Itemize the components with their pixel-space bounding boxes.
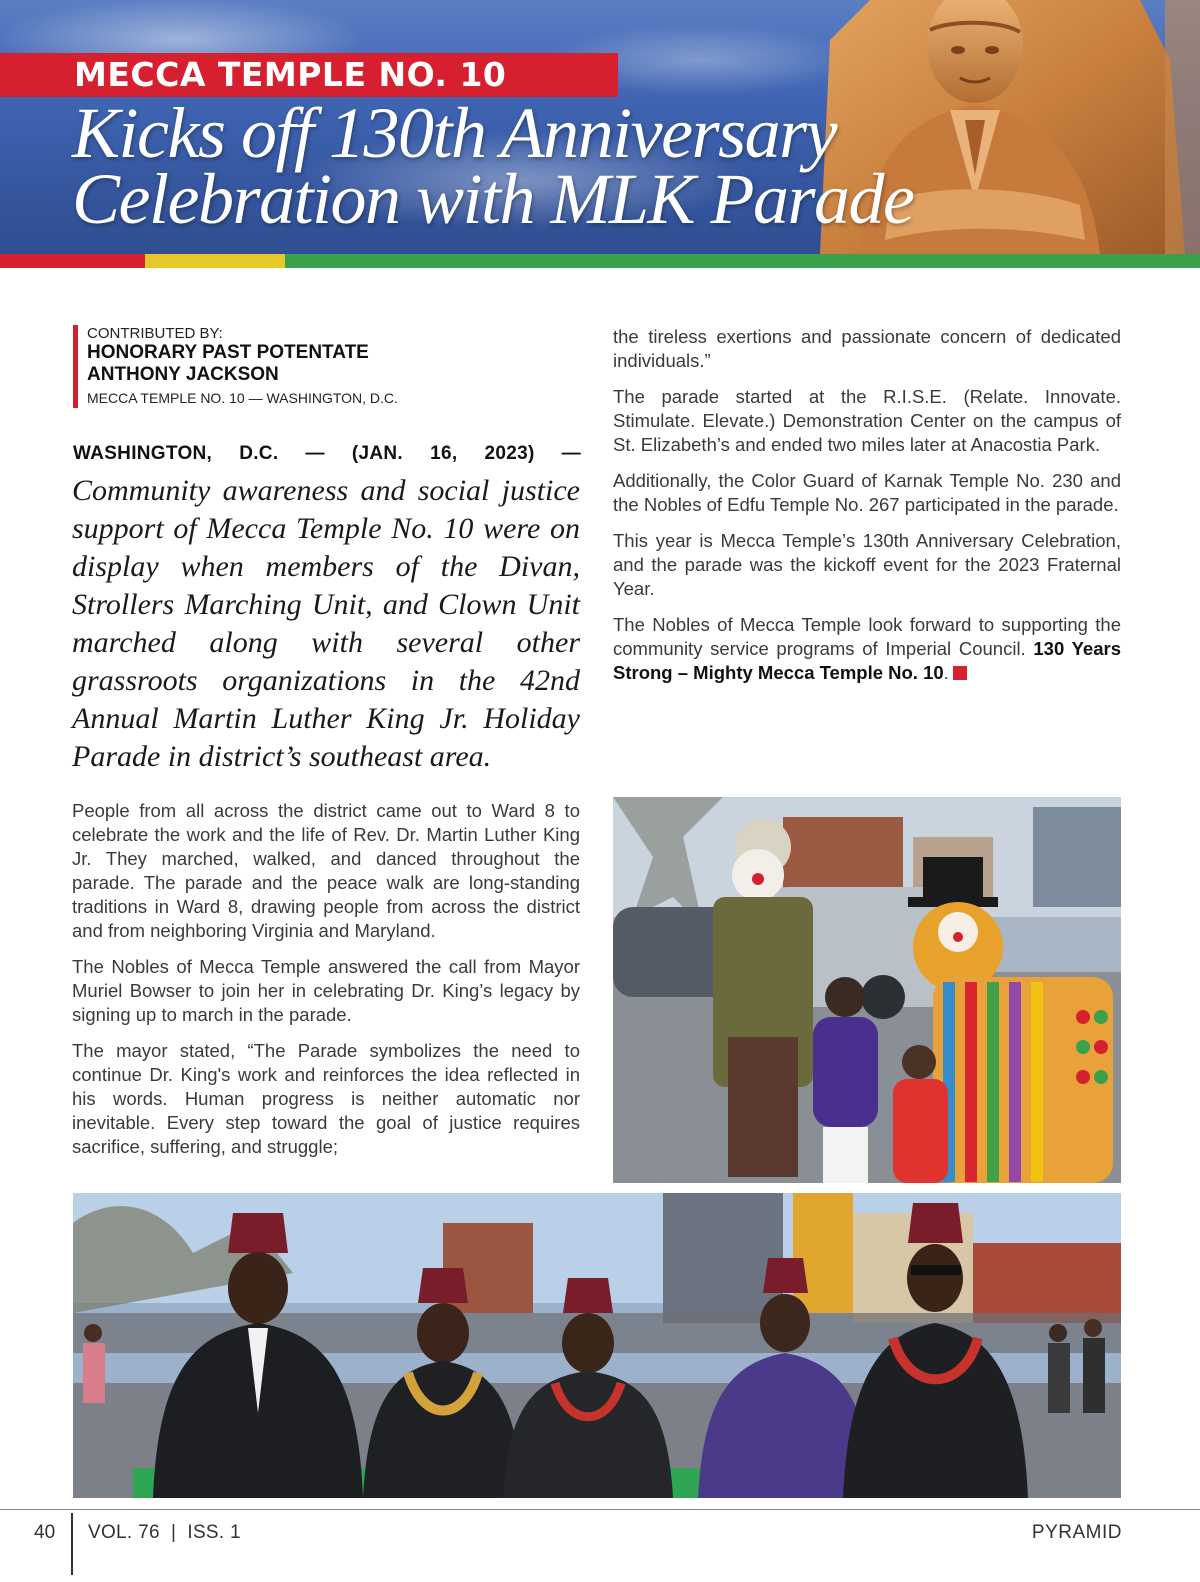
footer-rule [0,1509,1200,1510]
body-paragraph: The Nobles of Mecca Temple answered the call from Mayor Muriel Bowser to join her in celebrating Dr. King’s legacy by signing up to march in the parade. [72,956,580,1025]
publication-name: PYRAMID [1031,1522,1122,1543]
color-stripes [0,254,1200,268]
page-number: 40 [34,1522,56,1543]
dateline: WASHINGTON, D.C. — (JAN. 16, 2023) — [73,443,581,464]
closing-text: The Nobles of Mecca Temple look forward to supporting the community service programs of Imperial Council. [613,614,1121,659]
issue-info: VOL. 76 | ISS. 1 [88,1522,241,1543]
body-paragraph: This year is Mecca Temple’s 130th Anniversary Celebration, and the parade was the kickoff event for the 2023 Fraternal Year. [613,530,1121,599]
body-paragraph: People from all across the district came out to Ward 8 to celebrate the work and the life of Rev. Dr. Martin Luther King Jr. They marched, walked, and danced throughout the parade. The parade and the peace walk are long-standing traditions in Ward 8, drawing people from across the district and from neighboring Virginia and Maryland. [72,800,580,941]
byline-name-line-2: ANTHONY JACKSON [87,364,279,385]
byline [73,325,398,408]
body-paragraph: The parade started at the R.I.S.E. (Relate. Innovate. Stimulate. Elevate.) Demonstration Center on the campus of St. Elizabeth’s and ended two miles later at Anacostia Park. [613,386,1121,455]
stripe-red [0,254,145,268]
stripe-green [285,254,1200,268]
byline-organization: MECCA TEMPLE NO. 10 — WASHINGTON, D.C. [87,390,398,406]
footer-divider [71,1513,73,1575]
nobles-group-photo [73,1193,1121,1498]
header-banner [0,0,1200,254]
closing-paragraph [613,613,1121,685]
closing-period: . [943,662,949,683]
body-column-left [72,799,580,1171]
clown-unit-photo [613,797,1121,1183]
body-paragraph: the tireless exertions and passionate concern of dedicated individuals.” [613,326,1121,371]
closing-slogan: 130 Years Strong – Mighty Mecca Temple No. 10 [613,638,1121,683]
byline-label: CONTRIBUTED BY: [87,325,223,342]
byline-name-line-1: HONORARY PAST POTENTATE [87,342,369,363]
stripe-yellow [145,254,285,268]
body-paragraph: The mayor stated, “The Parade symbolizes the need to continue Dr. King's work and reinforces the idea reflected in his words. Human progress is neither automatic nor inevitable. Every step toward the goal of justice requires sacrifice, suffering, and struggle; [72,1040,580,1157]
body-column-right [613,325,1121,697]
section-kicker: MECCA TEMPLE NO. 10 [74,55,507,94]
headline-line-1: Kicks off 130th Anniversary [72,93,837,173]
end-of-article-mark [953,666,967,680]
body-paragraph: Additionally, the Color Guard of Karnak Temple No. 230 and the Nobles of Edfu Temple No. 267 participated in the parade. [613,470,1121,515]
headline-line-2: Celebration with MLK Parade [72,159,914,239]
page-title [72,93,972,239]
lead-paragraph: Community awareness and social justice support of Mecca Temple No. 10 were on display when members of the Divan, Strollers Marching Unit, and Clown Unit marched along with several other grassroots organizations in the 42nd Annual Martin Luther King Jr. Holiday Parade in district’s southeast area. [72,474,580,773]
